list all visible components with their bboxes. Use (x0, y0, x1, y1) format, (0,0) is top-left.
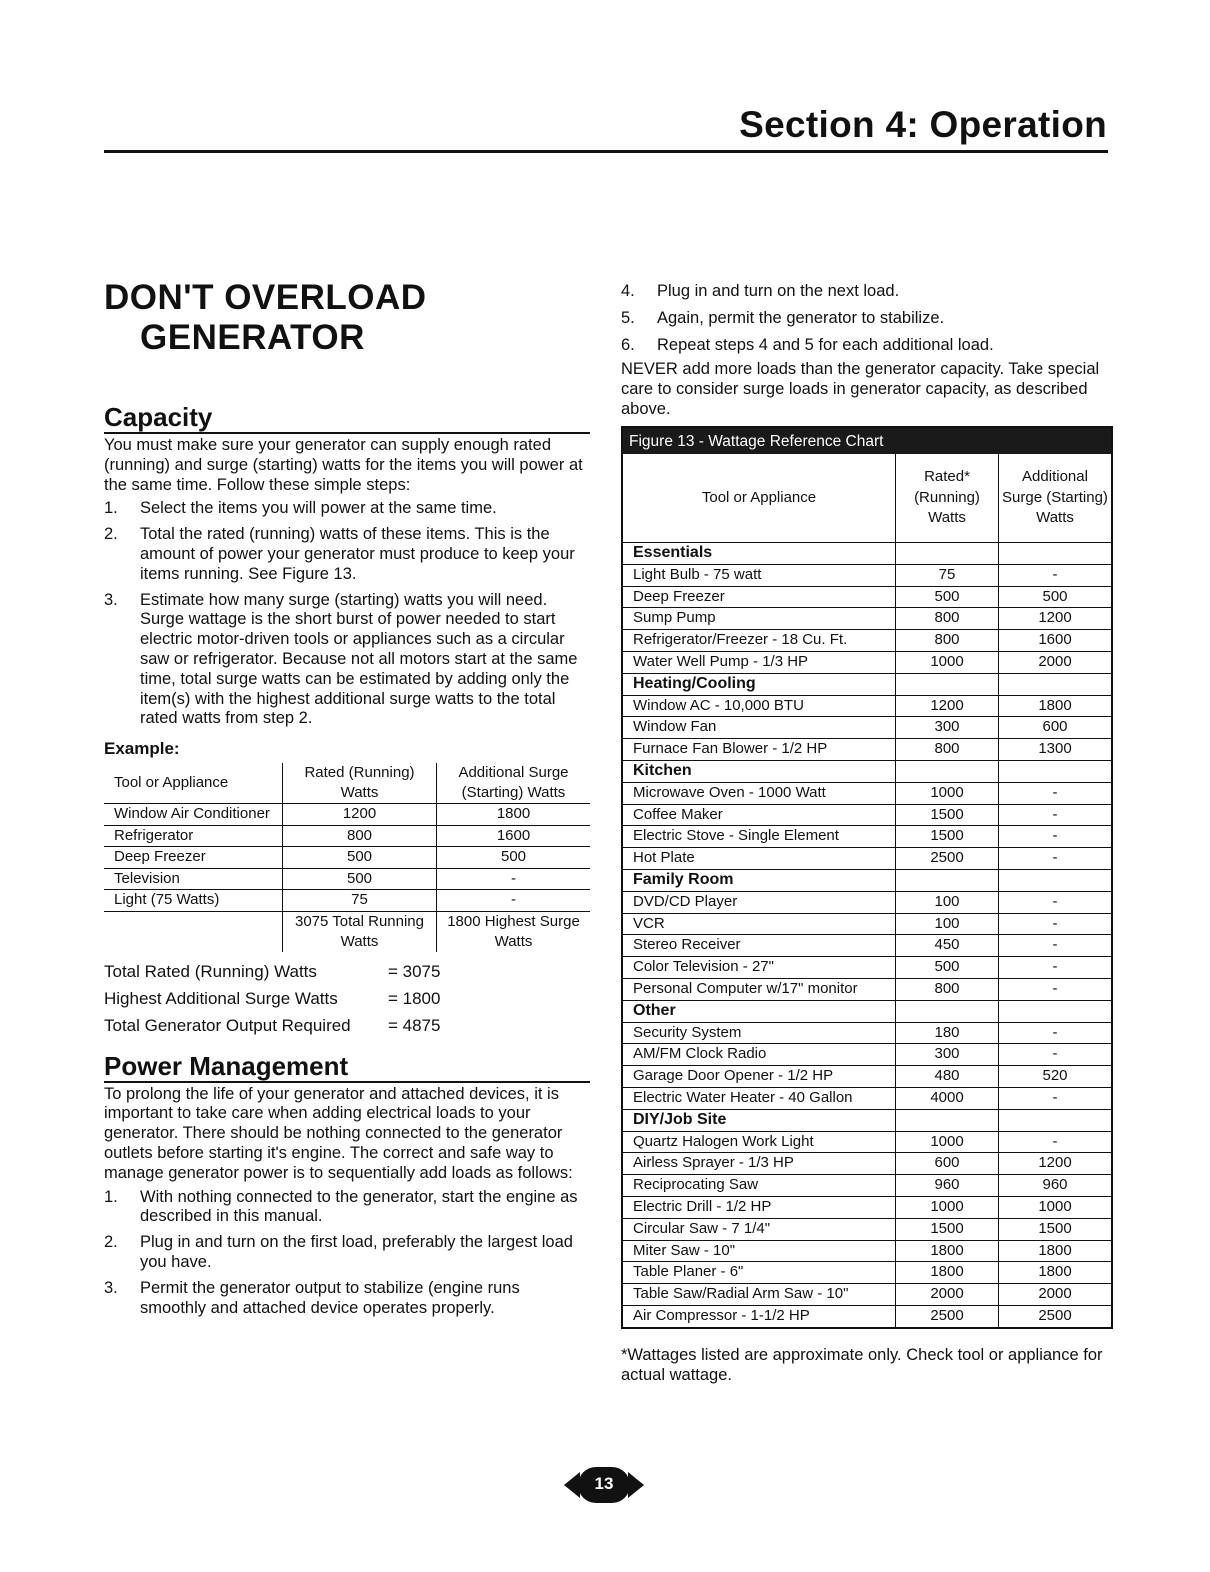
table-row (623, 1153, 1111, 1175)
step-text: Estimate how many surge (starting) watts you will need. Surge wattage is the short burst of power needed to start electric motor-driven tools or appliances such as a circular saw or refrigerator. Because not all motors start at the same time, total surge watts can be estimated by adding only the item(s) with the highest additional surge watts to the total rated watts from step 2. (140, 590, 578, 728)
appliance-name: Refrigerator/Freezer - 18 Cu. Ft. (623, 630, 896, 652)
rated-watts: 500 (896, 957, 999, 979)
table-row (623, 935, 1111, 957)
table-row (104, 847, 590, 869)
example-total-rated: 3075 Total Running Watts (283, 911, 437, 952)
table-row (623, 1262, 1111, 1284)
example-rated: 800 (283, 825, 437, 847)
example-item: Refrigerator (104, 825, 283, 847)
example-surge: 1600 (437, 825, 591, 847)
step-number: 4. (621, 282, 635, 300)
header-tool: Tool or Appliance (623, 454, 896, 543)
list-item (104, 1233, 590, 1273)
step-number: 2. (104, 525, 118, 544)
surge-watts: - (999, 957, 1112, 979)
category-empty-cell (896, 869, 999, 891)
step-number: 3. (104, 590, 118, 609)
table-row (623, 1131, 1111, 1153)
totals-row (104, 1012, 590, 1039)
appliance-name: Furnace Fan Blower - 1/2 HP (623, 739, 896, 761)
appliance-name: Stereo Receiver (623, 935, 896, 957)
category-empty-cell (896, 760, 999, 782)
example-surge: - (437, 868, 591, 890)
example-total-spacer (104, 911, 283, 952)
example-item: Television (104, 868, 283, 890)
example-total-row (104, 911, 590, 952)
category-name: Heating/Cooling (623, 673, 896, 695)
step-number: 1. (104, 1187, 118, 1206)
surge-watts: 500 (999, 586, 1112, 608)
rated-watts: 960 (896, 1175, 999, 1197)
power-management-intro: To prolong the life of your generator and attached devices, it is important to take care when adding electrical loads to your generator. There should be nothing connected to the generator outlets before starting it's engine. The correct and safe way to manage generator power is to sequentially add loads as follows: (104, 1084, 573, 1182)
rated-watts: 800 (896, 978, 999, 1000)
surge-watts: - (999, 826, 1112, 848)
example-header-surge: Additional Surge (Starting) Watts (437, 763, 591, 804)
table-row (623, 848, 1111, 870)
table-row (623, 1087, 1111, 1109)
rated-watts: 100 (896, 913, 999, 935)
appliance-name: Window AC - 10,000 BTU (623, 695, 896, 717)
appliance-name: Microwave Oven - 1000 Watt (623, 782, 896, 804)
table-row (623, 1284, 1111, 1306)
category-row (623, 673, 1111, 695)
rated-watts: 800 (896, 630, 999, 652)
surge-watts: 1300 (999, 739, 1112, 761)
rated-watts: 1000 (896, 651, 999, 673)
rated-watts: 480 (896, 1066, 999, 1088)
appliance-name: Electric Stove - Single Element (623, 826, 896, 848)
list-item (621, 305, 1109, 332)
appliance-name: Color Television - 27" (623, 957, 896, 979)
appliance-name: Coffee Maker (623, 804, 896, 826)
list-item (621, 332, 1109, 359)
power-management-heading: Power Management (104, 1051, 590, 1083)
rated-watts: 800 (896, 608, 999, 630)
surge-watts: 2500 (999, 1305, 1112, 1326)
rated-watts: 1000 (896, 782, 999, 804)
surge-watts: - (999, 1087, 1112, 1109)
example-header-rated: Rated (Running) Watts (283, 763, 437, 804)
totals-value: = 3075 (388, 961, 441, 981)
title-line-1: DON'T OVERLOAD (104, 278, 427, 317)
rated-watts: 500 (896, 586, 999, 608)
example-rated: 500 (283, 847, 437, 869)
table-row (623, 1044, 1111, 1066)
totals-row (104, 985, 590, 1012)
power-steps (104, 1188, 590, 1319)
example-item: Window Air Conditioner (104, 804, 283, 826)
rated-watts: 1500 (896, 804, 999, 826)
table-row (623, 891, 1111, 913)
category-name: Family Room (623, 869, 896, 891)
rated-watts: 600 (896, 1153, 999, 1175)
page-number-badge (564, 1464, 644, 1506)
surge-watts: - (999, 1044, 1112, 1066)
category-empty-cell (999, 760, 1112, 782)
step-text: Again, permit the generator to stabilize. (657, 309, 945, 327)
appliance-name: Electric Drill - 1/2 HP (623, 1196, 896, 1218)
surge-watts: 1200 (999, 608, 1112, 630)
surge-watts: 1800 (999, 695, 1112, 717)
example-item: Deep Freezer (104, 847, 283, 869)
category-row (623, 869, 1111, 891)
category-empty-cell (896, 1000, 999, 1022)
totals-row (104, 958, 590, 985)
step-number: 3. (104, 1278, 118, 1297)
appliance-name: Airless Sprayer - 1/3 HP (623, 1153, 896, 1175)
appliance-name: AM/FM Clock Radio (623, 1044, 896, 1066)
totals-value: = 1800 (388, 988, 441, 1008)
left-column (104, 278, 590, 1324)
rated-watts: 2000 (896, 1284, 999, 1306)
appliance-name: Light Bulb - 75 watt (623, 564, 896, 586)
table-row (623, 1305, 1111, 1326)
example-label: Example: (104, 739, 180, 759)
step-number: 5. (621, 309, 635, 327)
table-row (104, 868, 590, 890)
appliance-name: Reciprocating Saw (623, 1175, 896, 1197)
continued-steps (621, 278, 1109, 359)
appliance-name: Deep Freezer (623, 586, 896, 608)
table-row (623, 717, 1111, 739)
appliance-name: Circular Saw - 7 1/4" (623, 1218, 896, 1240)
table-row (623, 782, 1111, 804)
wattage-table-body (623, 543, 1111, 1327)
surge-watts: 1200 (999, 1153, 1112, 1175)
appliance-name: DVD/CD Player (623, 891, 896, 913)
step-text: Permit the generator output to stabilize (engine runs smoothly and attached device operates properly. (140, 1278, 520, 1317)
list-item (104, 1279, 590, 1319)
rated-watts: 1800 (896, 1262, 999, 1284)
example-surge: 1800 (437, 804, 591, 826)
category-empty-cell (999, 673, 1112, 695)
rated-watts: 1200 (896, 695, 999, 717)
step-text: Plug in and turn on the first load, preferably the largest load you have. (140, 1233, 573, 1272)
rated-watts: 1000 (896, 1131, 999, 1153)
chart-title: Figure 13 - Wattage Reference Chart (623, 428, 1111, 454)
surge-watts: - (999, 913, 1112, 935)
table-row (623, 826, 1111, 848)
rated-watts: 2500 (896, 848, 999, 870)
surge-watts: 2000 (999, 1284, 1112, 1306)
category-empty-cell (896, 1109, 999, 1131)
example-rated: 75 (283, 890, 437, 912)
step-text: Plug in and turn on the next load. (657, 282, 900, 300)
surge-watts: 1800 (999, 1240, 1112, 1262)
table-row (623, 564, 1111, 586)
list-item (104, 525, 590, 584)
table-row (623, 739, 1111, 761)
wattage-table (623, 454, 1111, 1327)
totals-value: = 4875 (388, 1015, 441, 1035)
appliance-name: VCR (623, 913, 896, 935)
appliance-name: Air Compressor - 1-1/2 HP (623, 1305, 896, 1326)
surge-watts: - (999, 978, 1112, 1000)
list-item (621, 278, 1109, 305)
wattage-reference-chart (621, 426, 1113, 1329)
list-item (104, 591, 590, 730)
rated-watts: 300 (896, 1044, 999, 1066)
table-row (623, 695, 1111, 717)
category-row (623, 543, 1111, 565)
appliance-name: Personal Computer w/17" monitor (623, 978, 896, 1000)
surge-watts: 1500 (999, 1218, 1112, 1240)
example-item: Light (75 Watts) (104, 890, 283, 912)
surge-watts: 1000 (999, 1196, 1112, 1218)
right-column (621, 278, 1109, 419)
surge-watts: - (999, 564, 1112, 586)
appliance-name: Table Planer - 6" (623, 1262, 896, 1284)
rated-watts: 300 (896, 717, 999, 739)
appliance-name: Miter Saw - 10" (623, 1240, 896, 1262)
header-surge: Additional Surge (Starting) Watts (999, 454, 1112, 543)
rated-watts: 800 (896, 739, 999, 761)
table-row (623, 608, 1111, 630)
surge-watts: 2000 (999, 651, 1112, 673)
surge-watts: - (999, 935, 1112, 957)
rated-watts: 450 (896, 935, 999, 957)
table-row (623, 913, 1111, 935)
category-name: Kitchen (623, 760, 896, 782)
appliance-name: Garage Door Opener - 1/2 HP (623, 1066, 896, 1088)
section-title: Section 4: Operation (739, 104, 1107, 145)
table-row (623, 804, 1111, 826)
table-row (623, 1022, 1111, 1044)
category-empty-cell (999, 1000, 1112, 1022)
rated-watts: 180 (896, 1022, 999, 1044)
surge-watts: 1800 (999, 1262, 1112, 1284)
table-row (623, 1218, 1111, 1240)
rated-watts: 4000 (896, 1087, 999, 1109)
surge-watts: 960 (999, 1175, 1112, 1197)
capacity-heading: Capacity (104, 402, 590, 434)
category-empty-cell (896, 543, 999, 565)
page-title (104, 278, 590, 358)
step-text: With nothing connected to the generator, start the engine as described in this manual. (140, 1187, 578, 1226)
step-text: Repeat steps 4 and 5 for each additional load. (657, 336, 994, 354)
example-total-surge: 1800 Highest Surge Watts (437, 911, 591, 952)
table-row (623, 586, 1111, 608)
appliance-name: Water Well Pump - 1/3 HP (623, 651, 896, 673)
rated-watts: 100 (896, 891, 999, 913)
category-name: Essentials (623, 543, 896, 565)
example-surge: 500 (437, 847, 591, 869)
page-number: 13 (594, 1474, 614, 1493)
surge-watts: 520 (999, 1066, 1112, 1088)
category-name: DIY/Job Site (623, 1109, 896, 1131)
table-row (623, 1175, 1111, 1197)
appliance-name: Electric Water Heater - 40 Gallon (623, 1087, 896, 1109)
example-rated: 1200 (283, 804, 437, 826)
example-header-item: Tool or Appliance (114, 774, 229, 792)
appliance-name: Quartz Halogen Work Light (623, 1131, 896, 1153)
category-row (623, 1000, 1111, 1022)
example-rated: 500 (283, 868, 437, 890)
table-row (623, 978, 1111, 1000)
category-empty-cell (896, 673, 999, 695)
category-row (623, 760, 1111, 782)
surge-watts: - (999, 1022, 1112, 1044)
surge-watts: - (999, 804, 1112, 826)
category-empty-cell (999, 543, 1112, 565)
footnote: *Wattages listed are approximate only. Check tool or appliance for actual wattage. (621, 1346, 1103, 1384)
example-table (104, 763, 590, 952)
list-item (104, 499, 590, 519)
header-rule (104, 150, 1108, 153)
table-row (623, 630, 1111, 652)
rated-watts: 1500 (896, 1218, 999, 1240)
rated-watts: 1500 (896, 826, 999, 848)
never-warning: NEVER add more loads than the generator capacity. Take special care to consider surge loads in generator capacity, as described above. (621, 360, 1100, 418)
example-surge: - (437, 890, 591, 912)
step-number: 2. (104, 1233, 118, 1252)
surge-watts: 600 (999, 717, 1112, 739)
totals-summary (104, 958, 590, 1039)
appliance-name: Sump Pump (623, 608, 896, 630)
appliance-name: Table Saw/Radial Arm Saw - 10" (623, 1284, 896, 1306)
rated-watts: 75 (896, 564, 999, 586)
table-row (104, 825, 590, 847)
list-item (104, 1188, 590, 1228)
category-name: Other (623, 1000, 896, 1022)
appliance-name: Hot Plate (623, 848, 896, 870)
table-row (623, 1066, 1111, 1088)
title-line-2: GENERATOR (140, 318, 365, 357)
step-number: 6. (621, 336, 635, 354)
totals-label: Highest Additional Surge Watts (104, 988, 338, 1008)
table-row (104, 890, 590, 912)
totals-label: Total Generator Output Required (104, 1015, 351, 1035)
surge-watts: 1600 (999, 630, 1112, 652)
header-rated: Rated* (Running) Watts (896, 454, 999, 543)
table-row (623, 1196, 1111, 1218)
step-number: 1. (104, 499, 118, 518)
totals-label: Total Rated (Running) Watts (104, 961, 317, 981)
table-row (623, 957, 1111, 979)
category-empty-cell (999, 869, 1112, 891)
surge-watts: - (999, 782, 1112, 804)
category-row (623, 1109, 1111, 1131)
surge-watts: - (999, 848, 1112, 870)
table-row (104, 804, 590, 826)
rated-watts: 2500 (896, 1305, 999, 1326)
step-text: Total the rated (running) watts of these items. This is the amount of power your generator must produce to keep your items running. See Figure 13. (140, 525, 575, 583)
capacity-intro: You must make sure your generator can supply enough rated (running) and surge (starting) watts for the items you will power at the same time. Follow these simple steps: (104, 436, 583, 494)
surge-watts: - (999, 891, 1112, 913)
table-row (623, 651, 1111, 673)
table-row (623, 1240, 1111, 1262)
capacity-steps (104, 499, 590, 729)
appliance-name: Window Fan (623, 717, 896, 739)
rated-watts: 1000 (896, 1196, 999, 1218)
category-empty-cell (999, 1109, 1112, 1131)
rated-watts: 1800 (896, 1240, 999, 1262)
appliance-name: Security System (623, 1022, 896, 1044)
surge-watts: - (999, 1131, 1112, 1153)
step-text: Select the items you will power at the same time. (140, 499, 497, 518)
